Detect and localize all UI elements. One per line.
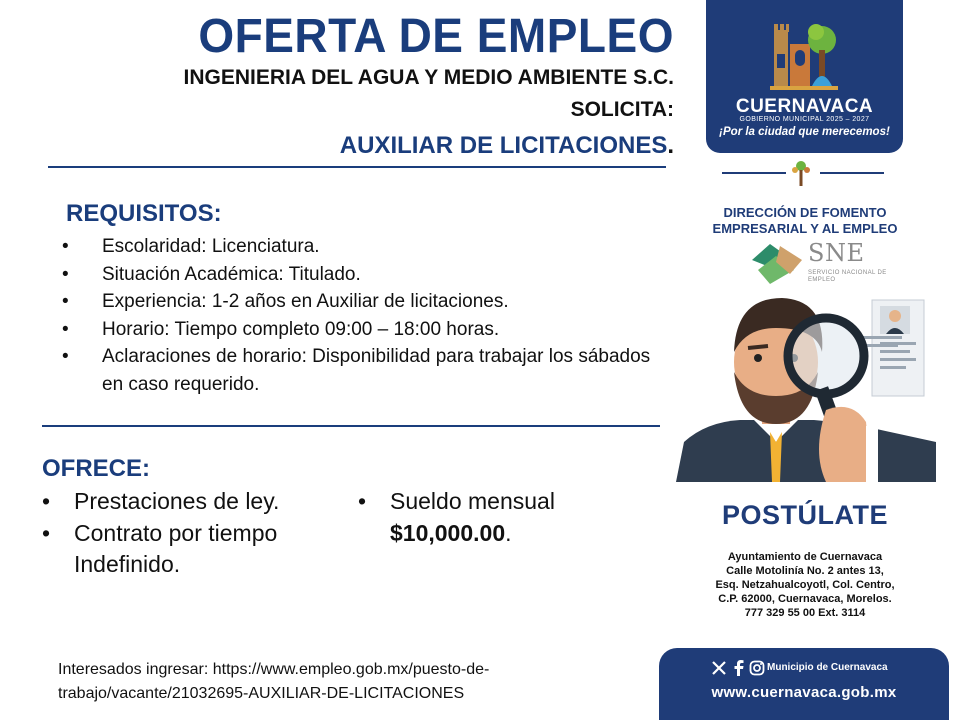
- requisito-text: Experiencia: 1-2 años en Auxiliar de licitaciones.: [102, 291, 509, 312]
- sne-subtitle: SERVICIO NACIONAL DE EMPLEO: [808, 270, 887, 283]
- divider-top: [48, 166, 666, 168]
- bullet: •: [358, 488, 367, 514]
- ofrece-title: OFRECE:: [42, 455, 150, 482]
- instagram-icon[interactable]: [749, 660, 765, 676]
- divider-left: [722, 172, 786, 174]
- ofrece-list-right: [358, 486, 618, 549]
- list-item: [62, 261, 672, 289]
- address-line: Ayuntamiento de Cuernavaca: [727, 551, 883, 563]
- cuernavaca-logo-box: [706, 0, 903, 153]
- phone-line: 777 329 55 00 Ext. 3114: [744, 607, 866, 619]
- requisitos-list: [62, 233, 672, 398]
- sne-name: SNE: [808, 239, 865, 267]
- bullet: •: [62, 318, 69, 340]
- bullet: •: [62, 236, 69, 257]
- postulate-cta: POSTÚLATE: [722, 500, 888, 530]
- list-item: [42, 486, 342, 518]
- slogan: ¡Por la ciudad que merecemos!: [719, 126, 890, 138]
- x-icon[interactable]: [711, 660, 727, 676]
- cuernavaca-name: CUERNAVACA: [735, 96, 874, 117]
- recruiter-magnifier-illustration-icon: [676, 292, 936, 482]
- website-link[interactable]: www.cuernavaca.gob.mx: [711, 684, 897, 701]
- bullet: •: [62, 346, 69, 367]
- address-line: Calle Motolinía No. 2 antes 13,: [726, 565, 884, 577]
- divider-right: [820, 172, 884, 174]
- solicita-label: SOLICITA:: [570, 98, 674, 121]
- requisito-text: Situación Académica: Titulado.: [102, 263, 361, 285]
- requisitos-title: REQUISITOS:: [66, 200, 222, 227]
- bullet: •: [62, 291, 69, 312]
- cuernavaca-crest-icon: [768, 14, 840, 94]
- salary-dot: .: [505, 519, 512, 546]
- ofrece-list-left: [42, 486, 342, 581]
- address-line: C.P. 62000, Cuernavaca, Morelos.: [718, 593, 892, 605]
- bullet: •: [42, 488, 51, 514]
- list-item: [62, 316, 672, 344]
- address-line: Esq. Netzahualcoyotl, Col. Centro,: [715, 579, 895, 591]
- ofrece-text: Contrato por tiempo Indefinido.: [74, 519, 278, 577]
- ofrece-text: Prestaciones de ley.: [74, 488, 280, 514]
- job-position-dot: .: [667, 132, 674, 159]
- job-position-text: AUXILIAR DE LICITACIONES: [339, 132, 668, 159]
- requisito-text: Escolaridad: Licenciatura.: [102, 236, 320, 257]
- social-account: Municipio de Cuernavaca: [767, 662, 888, 673]
- bullet: •: [42, 519, 51, 546]
- salary-label: Sueldo mensual: [390, 488, 555, 514]
- sne-handshake-icon: [750, 240, 804, 286]
- direccion-title: DIRECCIÓN DE FOMENTO EMPRESARIAL Y AL EMPLEO: [712, 205, 898, 236]
- page-title: OFERTA DE EMPLEO: [198, 7, 674, 63]
- list-item: [62, 343, 672, 398]
- list-item: [62, 233, 672, 261]
- list-item: [62, 288, 672, 316]
- application-link-text[interactable]: Interesados ingresar: https://www.empleo.gob.mx/puesto-de-trabajo/vacante/21032695-AUXILIAR-DE-LICITACIONES: [58, 661, 490, 702]
- social-footer: [659, 648, 949, 720]
- bullet: •: [62, 263, 69, 285]
- facebook-icon[interactable]: [733, 660, 745, 676]
- gobierno-subtitle: GOBIERNO MUNICIPAL 2025 – 2027: [739, 116, 870, 123]
- list-item: [358, 486, 618, 549]
- salary-value: $10,000.00: [390, 519, 506, 546]
- divider-middle: [42, 425, 660, 427]
- tree-emblem-icon: [791, 160, 811, 188]
- requisito-text: Aclaraciones de horario: Disponibilidad para trabajar los sábados en caso requerido.: [102, 346, 651, 395]
- job-position: [340, 132, 674, 160]
- company-name: INGENIERIA DEL AGUA Y MEDIO AMBIENTE S.C.: [183, 66, 674, 89]
- address-block: [690, 550, 920, 620]
- list-item: [42, 518, 342, 581]
- requisito-text: Horario: Tiempo completo 09:00 – 18:00 horas.: [102, 318, 500, 340]
